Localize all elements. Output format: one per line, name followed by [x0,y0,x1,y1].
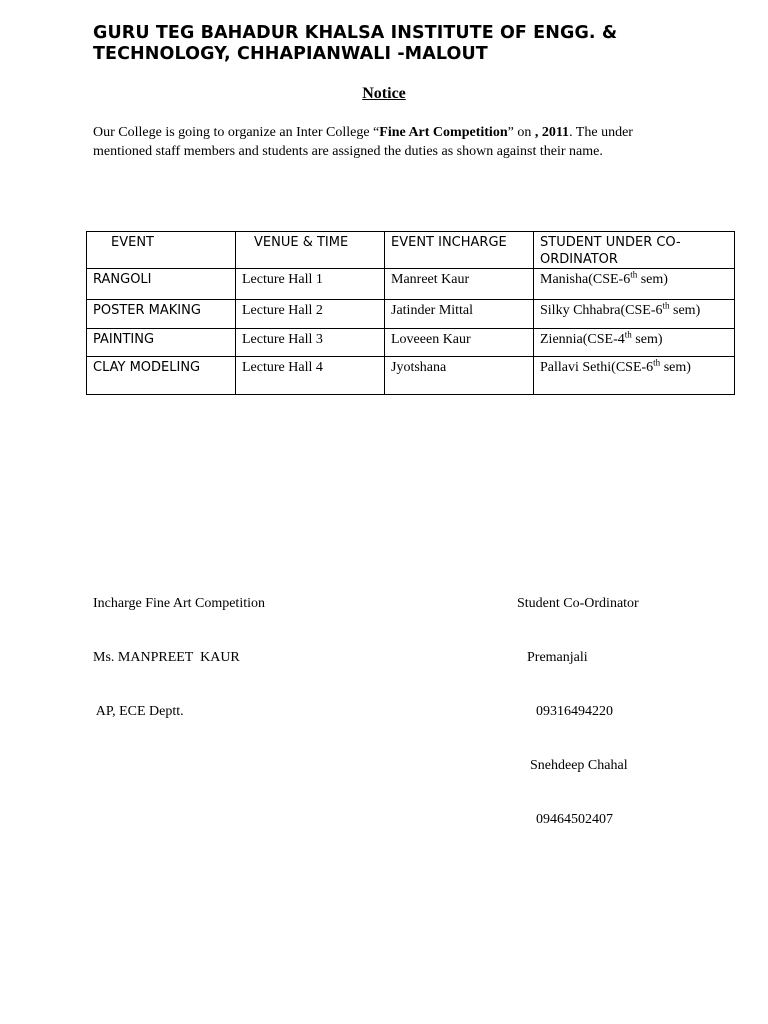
intro-text-2: ” on [507,125,535,140]
student-cell [534,269,735,300]
event-cell: RANGOLI [87,269,236,300]
institute-line-1: GURU TEG BAHADUR KHALSA INSTITUTE OF ENGG. & [93,23,618,43]
incharge-title: Incharge Fine Art Competition [93,596,265,611]
intro-text-3: . The under mentioned staff members and students are assigned the duties as shown against their name. [93,125,633,159]
event-cell: POSTER MAKING [87,300,236,329]
coordinator-title: Student Co-Ordinator [517,596,639,611]
coordinator-name-1: Premanjali [527,650,588,665]
student-cell [534,329,735,357]
intro-competition-name: Fine Art Competition [379,125,508,140]
column-header-student: STUDENT UNDER CO-ORDINATOR [534,232,735,269]
table-header-row [87,232,735,269]
incharge-name: Ms. MANPREET KAUR [93,650,240,665]
left-signature-block [93,559,265,739]
coordinator-name-2: Snehdeep Chahal [530,758,628,773]
right-signature-block [517,559,639,847]
event-cell: PAINTING [87,329,236,357]
incharge-dept: AP, ECE Deptt. [93,704,184,719]
venue-cell: Lecture Hall 2 [236,300,385,329]
venue-cell: Lecture Hall 4 [236,357,385,395]
table-row [87,300,735,329]
student-sem: sem) [637,272,668,287]
column-header-venue: VENUE & TIME [236,232,385,269]
ordinal-suffix: th [662,300,670,311]
student-name: Manisha(CSE-6 [540,272,631,287]
incharge-cell: Jyotshana [385,357,534,395]
student-name: Silky Chhabra(CSE-6 [540,303,663,318]
venue-cell: Lecture Hall 3 [236,329,385,357]
incharge-cell: Loveeen Kaur [385,329,534,357]
student-cell [534,357,735,395]
table-row [87,357,735,395]
table-row [87,269,735,300]
notice-intro [93,124,683,161]
institute-line-2: TECHNOLOGY, CHHAPIANWALI -MALOUT [93,44,488,64]
student-sem: sem) [669,303,701,318]
notice-title: Notice [362,85,406,102]
table-row [87,329,735,357]
incharge-cell: Manreet Kaur [385,269,534,300]
coordinator-phone-2: 09464502407 [536,812,613,827]
duties-table [86,231,735,395]
student-sem: sem) [660,360,691,375]
coordinator-phone-1: 09316494220 [536,704,613,719]
ordinal-suffix: th [653,357,661,368]
column-header-event: EVENT [87,232,236,269]
intro-text-1: Our College is going to organize an Inter College “ [93,125,380,140]
intro-year: , 2011 [534,125,570,140]
event-cell: CLAY MODELING [87,357,236,395]
institute-heading [93,23,733,65]
ordinal-suffix: th [630,269,638,280]
student-name: Ziennia(CSE-4 [540,332,625,347]
student-sem: sem) [631,332,663,347]
column-header-incharge: EVENT INCHARGE [385,232,534,269]
student-cell [534,300,735,329]
venue-cell: Lecture Hall 1 [236,269,385,300]
incharge-cell: Jatinder Mittal [385,300,534,329]
student-name: Pallavi Sethi(CSE-6 [540,360,654,375]
ordinal-suffix: th [624,329,632,340]
